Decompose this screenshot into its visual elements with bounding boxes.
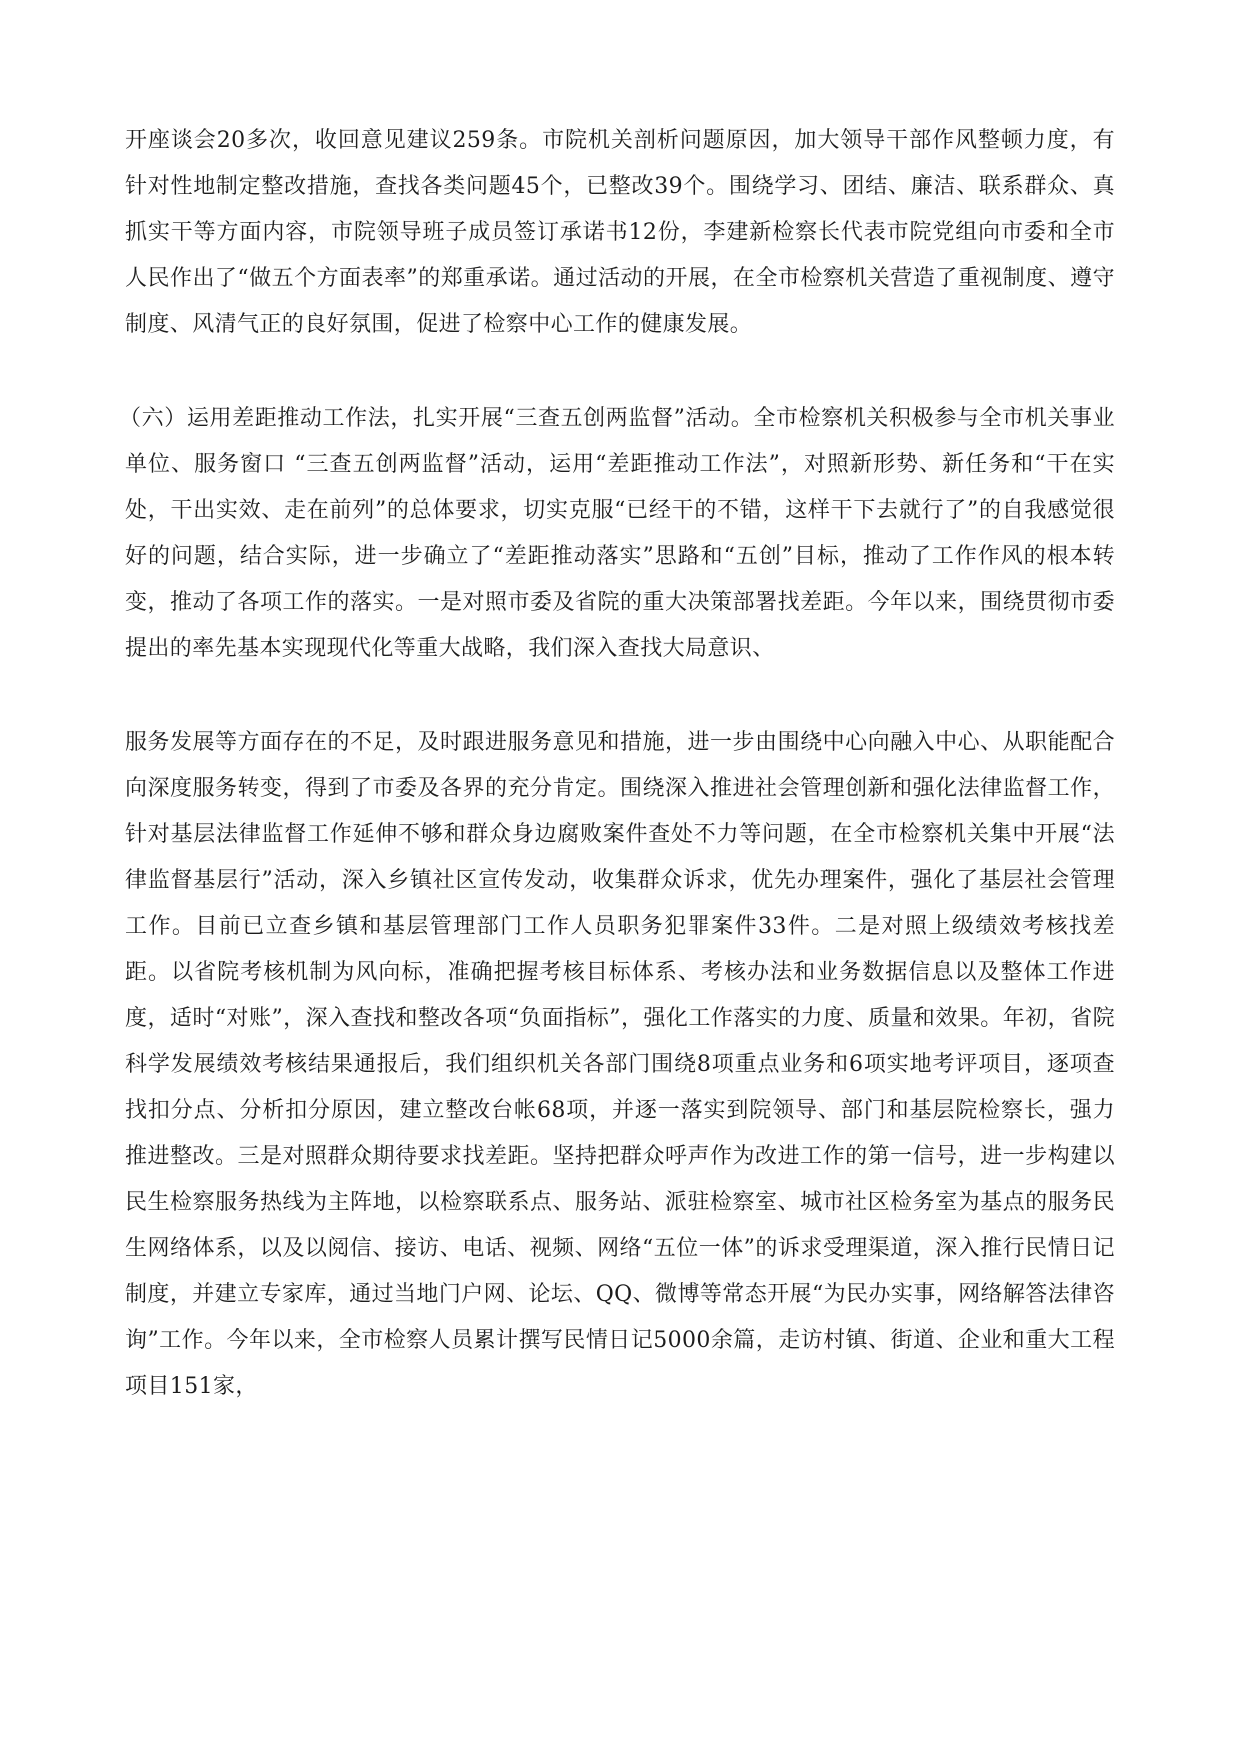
document-body — [119, 118, 1115, 1410]
paragraph-rectification-summary: 开座谈会20多次，收回意见建议259条。市院机关剖析问题原因，加大领导干部作风整顿力度，有针对性地制定整改措施，查找各类问题45个，已整改39个。围绕学习、团结、廉洁、联系群众、真抓实干等方面内容，市院领导班子成员签订承诺书12份，李建新检察长代表市院党组向市委和全市人民作出了“做五个方面表率”的郑重承诺。通过活动的开展，在全市检察机关营造了重视制度、遵守制度、风清气正的良好氛围，促进了检察中心工作的健康发展。 — [125, 128, 1115, 337]
paragraph-gap-driven-method: （六）运用差距推动工作法，扎实开展“三查五创两监督”活动。全市检察机关积极参与全市机关事业单位、服务窗口 “三查五创两监督”活动，运用“差距推动工作法”，对照新形势、新任务和“干在实处，干出实效、走在前列”的总体要求，切实克服“已经干的不错，这样干下去就行了”的自我感觉很好的问题，结合实际，进一步确立了“差距推动落实”思路和“五创”目标，推动了工作作风的根本转变，推动了各项工作的落实。一是对照市委及省院的重大决策部署找差距。今年以来，围绕贯彻市委提出的率先基本实现现代化等重大战略，我们深入查找大局意识、 — [119, 406, 1115, 661]
paragraph-service-development: 服务发展等方面存在的不足，及时跟进服务意见和措施，进一步由围绕中心向融入中心、从职能配合向深度服务转变，得到了市委及各界的充分肯定。围绕深入推进社会管理创新和强化法律监督工作，针对基层法律监督工作延伸不够和群众身边腐败案件查处不力等问题，在全市检察机关集中开展“法律监督基层行”活动，深入乡镇社区宣传发动，收集群众诉求，优先办理案件，强化了基层社会管理工作。目前已立查乡镇和基层管理部门工作人员职务犯罪案件33件。二是对照上级绩效考核找差距。以省院考核机制为风向标，准确把握考核目标体系、考核办法和业务数据信息以及整体工作进度，适时“对账”，深入查找和整改各项“负面指标”，强化工作落实的力度、质量和效果。年初，省院科学发展绩效考核结果通报后，我们组织机关各部门围绕8项重点业务和6项实地考评项目，逐项查找扣分点、分析扣分原因，建立整改台帐68项，并逐一落实到院领导、部门和基层院检察长，强力推进整改。三是对照群众期待要求找差距。坚持把群众呼声作为改进工作的第一信号，进一步构建以民生检察服务热线为主阵地，以检察联系点、服务站、派驻检察室、城市社区检务室为基点的服务民生网络体系，以及以阅信、接访、电话、视频、网络“五位一体”的诉求受理渠道，深入推行民情日记制度，并建立专家库，通过当地门户网、论坛、QQ、微博等常态开展“为民办实事，网络解答法律咨询”工作。今年以来，全市检察人员累计撰写民情日记5000余篇，走访村镇、街道、企业和重大工程项目151家， — [125, 730, 1115, 1399]
